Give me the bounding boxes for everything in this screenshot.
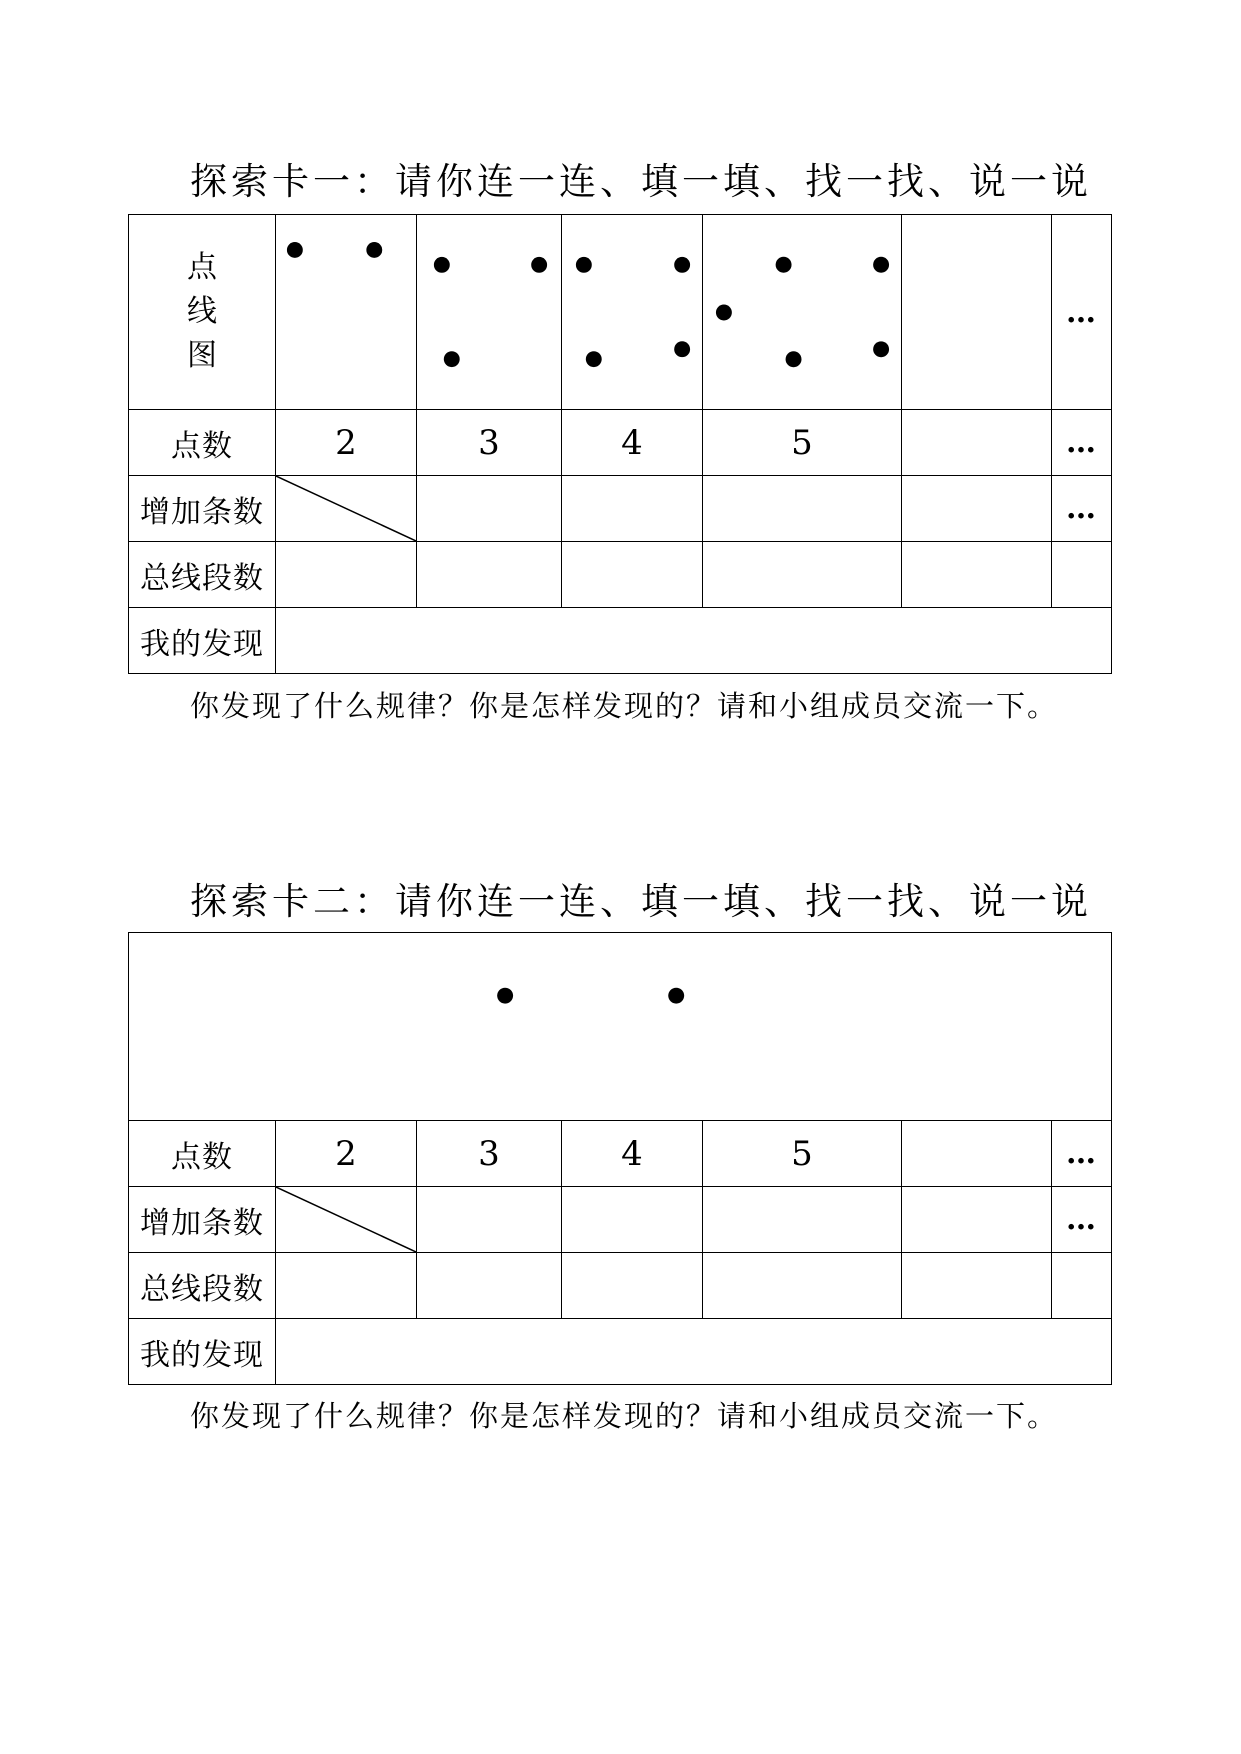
answer-cell[interactable] (276, 542, 417, 608)
card1-diagram-label (129, 215, 276, 410)
row-label-findings: 我的发现 (129, 1319, 276, 1385)
dot (287, 242, 303, 258)
dot (716, 305, 732, 321)
diagonal-line (276, 1187, 416, 1252)
findings-cell[interactable] (276, 608, 1112, 674)
dot (497, 988, 513, 1004)
dot-diagram-2-svg (276, 215, 416, 409)
card2-title: 探索卡二：请你连一连、填一填、找一找、说一说 (190, 880, 1092, 923)
card2-note: 你发现了什么规律？你是怎样发现的？请和小组成员交流一下。 (190, 1399, 1059, 1433)
card2-points-row (129, 1121, 1112, 1187)
diagram-label-char: 线 (187, 294, 217, 329)
card1-total-row (129, 542, 1112, 608)
row-label-total: 总线段数 (129, 542, 276, 608)
card2-total-row (129, 1253, 1112, 1319)
ellipsis: … (1052, 476, 1112, 542)
dot (776, 257, 792, 273)
dot-diagram-5-svg (703, 215, 901, 409)
dot-diagram-2[interactable] (276, 215, 417, 410)
dot (586, 351, 602, 367)
answer-cell[interactable] (562, 542, 703, 608)
diagonal-line (276, 476, 416, 541)
point-count: 5 (703, 1121, 902, 1187)
point-count: 4 (562, 1121, 703, 1187)
diagonal-cell (276, 476, 417, 542)
card1-title: 探索卡一：请你连一连、填一填、找一找、说一说 (190, 160, 1092, 203)
row-label-points: 点数 (129, 410, 276, 476)
card1-note: 你发现了什么规律？你是怎样发现的？请和小组成员交流一下。 (190, 689, 1059, 723)
row-label-findings: 我的发现 (129, 608, 276, 674)
ellipsis: … (1052, 1121, 1112, 1187)
dot (434, 257, 450, 273)
ellipsis: … (1052, 1187, 1112, 1253)
row-label-added: 增加条数 (129, 1187, 276, 1253)
answer-cell[interactable] (562, 1253, 703, 1319)
ellipsis: … (1052, 215, 1112, 410)
point-count: 4 (562, 410, 703, 476)
card1-table (128, 214, 1112, 674)
point-count: 3 (417, 1121, 562, 1187)
answer-cell[interactable] (902, 1253, 1052, 1319)
answer-cell[interactable] (562, 1187, 703, 1253)
card1-diagram-row (129, 215, 1112, 410)
point-count: 5 (703, 410, 902, 476)
dot (873, 341, 889, 357)
card2-diagram-svg (129, 933, 1111, 1120)
card2-table (128, 932, 1112, 1385)
dot (668, 988, 684, 1004)
card2-added-row (129, 1187, 1112, 1253)
dot (531, 257, 547, 273)
point-count: 3 (417, 410, 562, 476)
answer-cell[interactable] (703, 476, 902, 542)
diagram-label-char: 点 (187, 250, 217, 285)
dot-diagram-3-svg (417, 215, 561, 409)
card2-findings-row (129, 1319, 1112, 1385)
answer-cell[interactable] (1052, 542, 1112, 608)
answer-cell[interactable] (417, 542, 562, 608)
point-count-empty[interactable] (902, 1121, 1052, 1187)
answer-cell[interactable] (1052, 1253, 1112, 1319)
ellipsis: … (1052, 410, 1112, 476)
answer-cell[interactable] (276, 1253, 417, 1319)
answer-cell[interactable] (417, 1253, 562, 1319)
card1-points-row (129, 410, 1112, 476)
dot-diagram-3[interactable] (417, 215, 562, 410)
answer-cell[interactable] (703, 1253, 902, 1319)
answer-cell[interactable] (703, 1187, 902, 1253)
row-label-points: 点数 (129, 1121, 276, 1187)
dot (674, 341, 690, 357)
answer-cell[interactable] (902, 1187, 1052, 1253)
diagonal-cell (276, 1187, 417, 1253)
dot (576, 257, 592, 273)
findings-cell[interactable] (276, 1319, 1112, 1385)
dot (873, 257, 889, 273)
answer-cell[interactable] (902, 542, 1052, 608)
dot (674, 257, 690, 273)
dot-diagram-4-svg (562, 215, 702, 409)
answer-cell[interactable] (562, 476, 703, 542)
card1-findings-row (129, 608, 1112, 674)
answer-cell[interactable] (417, 476, 562, 542)
dot (444, 351, 460, 367)
dot (786, 351, 802, 367)
dot-diagram-4[interactable] (562, 215, 703, 410)
point-count: 2 (276, 410, 417, 476)
answer-cell[interactable] (417, 1187, 562, 1253)
row-label-added: 增加条数 (129, 476, 276, 542)
point-count: 2 (276, 1121, 417, 1187)
row-label-total: 总线段数 (129, 1253, 276, 1319)
answer-cell[interactable] (703, 542, 902, 608)
card2-diagram-area[interactable] (129, 933, 1112, 1121)
dot (366, 242, 382, 258)
dot-diagram-5[interactable] (703, 215, 902, 410)
card2-diagram-row (129, 933, 1112, 1121)
diagram-label-char: 图 (187, 338, 217, 373)
point-count-empty[interactable] (902, 410, 1052, 476)
card1-added-row (129, 476, 1112, 542)
answer-cell[interactable] (902, 476, 1052, 542)
dot-diagram-empty[interactable] (902, 215, 1052, 410)
